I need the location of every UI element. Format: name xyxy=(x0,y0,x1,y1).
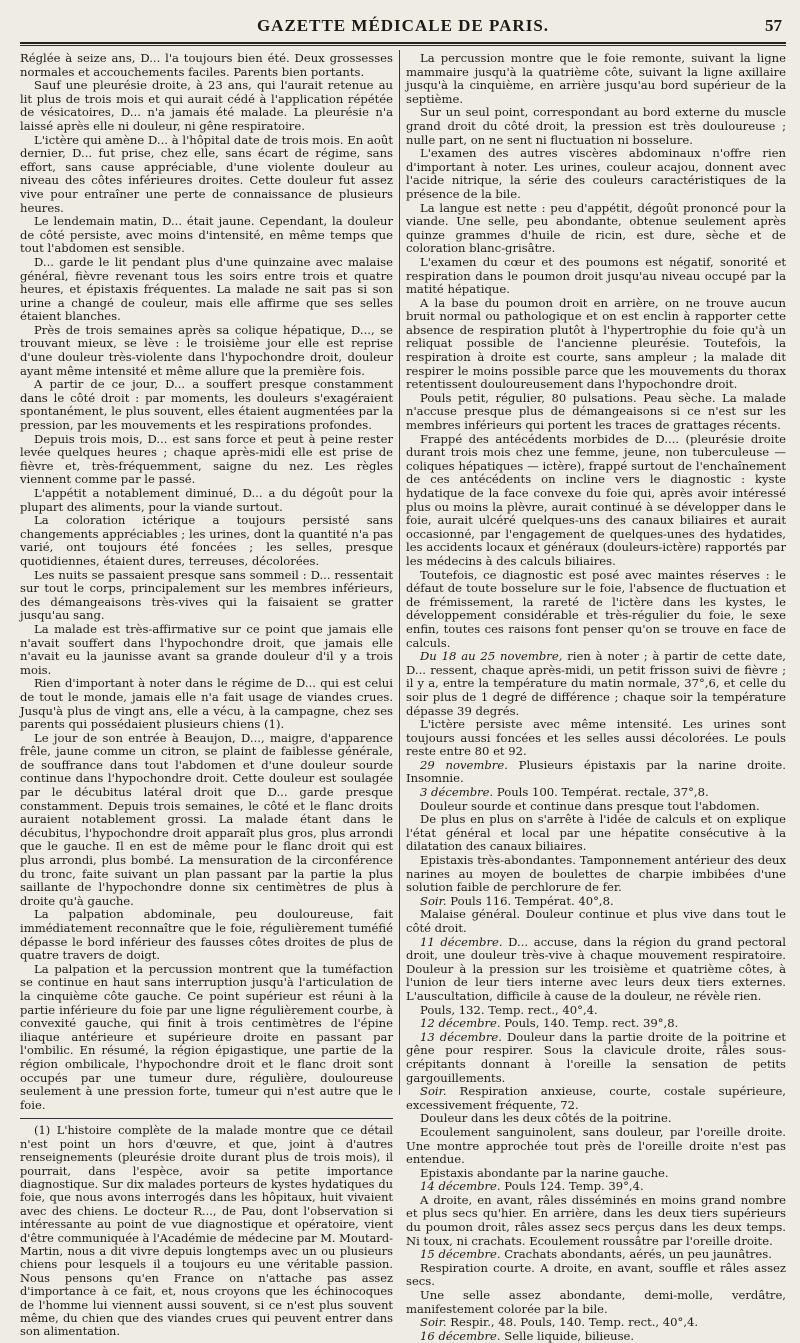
paragraph xyxy=(406,1262,786,1289)
paragraph xyxy=(20,324,393,378)
paragraph-text: A partir de ce jour, D... a souffert presque constamment dans le côté droit : par moments, les douleurs s'exagéraient spontanément, le plus souvent, elles étaient augmentées par la pression, par les mouvements et les respirations profondes. xyxy=(20,377,393,433)
paragraph xyxy=(406,895,786,909)
paragraph-text: Ecoulement sanguinolent, sans douleur, par l'oreille droite. Une montre approchée tout près de l'oreille droite n'est pas entendue. xyxy=(406,1124,786,1167)
paragraph-text: Respiration courte. A droite, en avant, souffle et râles assez secs. xyxy=(406,1260,786,1289)
paragraph xyxy=(406,759,786,786)
paragraph-text: La coloration ictérique a toujours persisté sans changements appréciables ; les urines, dont la quantité n'a pas varié, ont toujours été foncées ; les selles, presque quotidiennes, étaient dures, terreuses, décolorées. xyxy=(20,513,393,568)
paragraph-text: Sauf une pleurésie droite, à 23 ans, qui l'aurait retenue au lit plus de trois mois et qui aurait cédé à l'application répétée de vésicatoires, D... n'a jamais été malade. La pleurésie n'a laissé après elle ni douleur, ni gêne respiratoire. xyxy=(20,78,393,133)
entry-date: 14 décembre. xyxy=(420,1179,501,1194)
paragraph xyxy=(406,786,786,800)
paragraph-text: Pouls 124. Temp. 39°,4. xyxy=(500,1179,644,1194)
paragraph-text: Une selle assez abondante, demi-molle, verdâtre, manifestement colorée par la bile. xyxy=(406,1288,786,1316)
paragraph-text: A la base du poumon droit en arrière, on ne trouve aucun bruit normal ou pathologique et on est enclin à rapporter cette absence de respiration plutôt à l'hypertrophie du foie qu'à un reliquat possible de l'ancienne pleurésie. Toutefois, la respiration à droite est courte, sans ampleur ; la malade dit respirer le moins possible parce que les mouvements du thorax retentissent douloureusement dans l'hypochondre droit. xyxy=(406,295,786,392)
paragraph xyxy=(20,134,393,216)
paragraph xyxy=(406,854,786,895)
paragraph xyxy=(406,392,786,433)
paragraph-text: De plus en plus on s'arrête à l'idée de calculs et on explique l'état général et local par une hépatite consécutive à la dilatation des canaux biliaires. xyxy=(406,812,786,854)
paragraph-text: Réglée à seize ans, D... l'a toujours bien été. Deux grossesses normales et accouchements faciles. Parents bien portants. xyxy=(20,51,393,79)
paragraph-text: Sur un seul point, correspondant au bord externe du muscle grand droit du côté droit, la pression est très douloureuse ; nulle part, on ne sent ni fluctuation ni bosselure. xyxy=(406,105,786,147)
paragraph xyxy=(406,297,786,392)
paragraph xyxy=(406,147,786,201)
paragraph xyxy=(20,52,393,79)
paragraph-text: Plusieurs épistaxis par la narine droite. Insomnie. xyxy=(406,757,786,786)
paragraph xyxy=(20,732,393,909)
paragraph xyxy=(20,677,393,731)
paragraph-text: Respir., 48. Pouls, 140. Temp. rect., 40°,4. xyxy=(446,1315,699,1330)
left-column-body xyxy=(20,52,393,1112)
paragraph-text: D... accuse, dans la région du grand pectoral droit, une douleur très-vive à chaque mouvement respiratoire. Douleur à la pression sur les troisième et quatrième côtes, à l'union de leur tiers interne avec leurs deux tiers externes. L'auscultation, difficile à cause de la douleur, ne révèle rien. xyxy=(406,934,786,1003)
paragraph xyxy=(406,52,786,106)
page-header xyxy=(20,10,786,44)
paragraph-text: Pouls 100. Températ. rectale, 37°,8. xyxy=(493,785,709,800)
entry-date: 29 novembre. xyxy=(420,757,508,772)
paragraph-text: Pouls, 132. Temp. rect., 40°,4. xyxy=(420,1002,598,1017)
entry-date: 12 décembre. xyxy=(420,1016,501,1031)
paragraph xyxy=(406,718,786,759)
journal-title: GAZETTE MÉDICALE DE PARIS. xyxy=(256,16,550,35)
paragraph-text: Rien d'important à noter dans le régime de D... qui est celui de tout le monde, jamais elle n'a fait usage de viandes crues. Jusqu'à plus de vingt ans, elle a vécu, à la campagne, chez ses parents qui possédaient plusieurs chiens (1). xyxy=(20,676,393,732)
paragraph-text: D... garde le lit pendant plus d'une quinzaine avec malaise général, fièvre revenant tous les soirs entre trois et quatre heures, et épistaxis fréquentes. La malade ne sait pas si son urine a changé de couleur, mais elle affirme que ses selles étaient blanches. xyxy=(20,254,393,324)
paragraph xyxy=(406,1112,786,1126)
page-number: 57 xyxy=(765,16,782,35)
paragraph xyxy=(406,569,786,651)
paragraph xyxy=(406,936,786,1004)
left-column xyxy=(20,51,393,1339)
paragraph xyxy=(20,215,393,256)
paragraph-text: Douleur dans la partie droite de la poitrine et gêne pour respirer. Sous la clavicule droite, râles sous-crépitants donnant à l'oreille la sensation de petits gargouillements. xyxy=(406,1029,786,1085)
paragraph-text: La palpation et la percussion montrent que la tuméfaction se continue en haut sans interruption jusqu'à l'articulation de la cinquième côte gauche. Ce point supérieur est réuni à la partie inférieure du foie par une ligne régulièrement courbe, à convexité gauche, qui finit à trois centimètres de l'épine iliaque antérieure et supérieure droite en passant par l'ombilic. En résumé, la région épigastique, une partie de la région ombilicale, l'hypochondre droit et le flanc droit sont occupés par une tumeur dure, régulière, douloureuse seulement à une pression forte, tumeur qui n'est autre que le foie. xyxy=(20,961,393,1112)
paragraph-text: Respiration anxieuse, courte, costale supérieure, excessivement fréquente, 72. xyxy=(406,1084,786,1112)
paragraph-text: Douleur sourde et continue dans presque tout l'abdomen. xyxy=(420,798,760,813)
paragraph xyxy=(406,650,786,718)
paragraph xyxy=(406,1330,786,1343)
paragraph xyxy=(20,378,393,432)
paragraph-text: Depuis trois mois, D... est sans force et peut à peine rester levée quelques heures ; chaque après-midi elle est prise de fièvre et, très-fréquemment, saigne du nez. Les règles viennent comme par le passé. xyxy=(20,431,393,487)
right-column-body xyxy=(406,52,786,1343)
paragraph xyxy=(406,1194,786,1248)
paragraph xyxy=(20,487,393,514)
paragraph-text: Selle liquide, bilieuse. xyxy=(500,1328,635,1343)
paragraph-text: L'examen du cœur et des poumons est négatif, sonorité et respiration dans le poumon droit jusqu'au niveau occupé par la matité hépatique. xyxy=(406,254,786,297)
paragraph xyxy=(406,1248,786,1262)
right-column xyxy=(406,51,786,1343)
paragraph-text: Crachats abondants, aérés, un peu jaunâtres. xyxy=(500,1247,772,1262)
paragraph xyxy=(20,569,393,623)
paragraph-text: Près de trois semaines après sa colique hépatique, D..., se trouvant mieux, se lève : le troisième jour elle est reprise d'une douleur très-violente dans l'hypochondre droit, douleur ayant même intensité et même allure que la première fois. xyxy=(20,322,393,378)
paragraph xyxy=(406,813,786,854)
footnote-rule xyxy=(20,1118,393,1119)
entry-date: Du 18 au 25 novembre, xyxy=(420,649,563,664)
paragraph-text: La langue est nette : peu d'appétit, dégoût prononcé pour la viande. Une selle, peu abondante, obtenue seulement après quinze grammes d'huile de ricin, est dure, sèche et de coloration blanc-grisâtre. xyxy=(406,200,786,256)
paragraph-text: Epistaxis très-abondantes. Tamponnement antérieur des deux narines au moyen de boulettes de charpie imbibées d'une solution faible de perchlorure de fer. xyxy=(406,853,786,895)
paragraph xyxy=(406,800,786,814)
paragraph-text: L'ictère qui amène D... à l'hôpital date de trois mois. En août dernier, D... fut prise, chez elle, sans écart de régime, sans effort, sans cause appréciable, d'une violente douleur au niveau des côtes inférieures droites. Cette douleur fut assez vive pour entraîner une perte de connaissance de plusieurs heures. xyxy=(20,132,393,215)
paragraph xyxy=(406,433,786,569)
paragraph-text: Douleur dans les deux côtés de la poitrine. xyxy=(420,1111,672,1126)
entry-date: Soir. xyxy=(420,1315,447,1330)
paragraph xyxy=(20,963,393,1113)
paragraph-text: Epistaxis abondante par la narine gauche. xyxy=(420,1165,669,1180)
paragraph xyxy=(406,202,786,256)
paragraph xyxy=(406,1180,786,1194)
paragraph xyxy=(20,514,393,568)
paragraph xyxy=(406,106,786,147)
footnote-text: (1) L'histoire complète de la malade montre que ce détail n'est point un hors d'œuvre, et que, joint à d'autres renseignements (pleurésie droite durant plus de trois mois), il pourrait, dans l'espèce, avoir sa petite importance diagnostique. Sur dix malades porteurs de kystes hydatiques du foie, que nous avons interrogés dans les hôpitaux, huit vivaient avec des chiens. Le docteur R..., de Pau, dont l'observation si intéressante au point de vue diagnostique et opératoire, vient d'être communiquée à l'Académie de médecine par M. Moutard-Martin, nous a dit vivre depuis longtemps avec un ou plusieurs chiens pour lesquels il a toujours eu une véritable passion. Nous pensons qu'en France on n'attache pas assez d'importance à ce fait, et, nous croyons que les échinocoques de l'homme lui viennent aussi souvent, si ce n'est plus souvent même, du chien que des viandes crues qui peuvent entrer dans son alimentation. xyxy=(20,1123,393,1339)
paragraph xyxy=(20,623,393,677)
paragraph xyxy=(406,1017,786,1031)
entry-date: Soir. xyxy=(420,1084,447,1099)
paragraph xyxy=(406,1126,786,1167)
entry-date: Soir. xyxy=(420,893,447,908)
paragraph-text: Pouls, 140. Temp. rect. 39°,8. xyxy=(500,1016,679,1031)
paragraph-text: Pouls 116. Températ. 40°,8. xyxy=(446,893,614,908)
paragraph-text: A droite, en avant, râles disséminés en moins grand nombre et plus secs qu'hier. En arrière, dans les deux tiers supérieurs du poumon droit, râles assez secs perçus dans les deux temps. Ni toux, ni crachats. Ecoulement roussâtre par l'oreille droite. xyxy=(406,1192,786,1248)
paragraph-text: L'appétit a notablement diminué, D... a du dégoût pour la plupart des aliments, pour la viande surtout. xyxy=(20,486,393,514)
paragraph-text: rien à noter ; à partir de cette date, D... ressent, chaque après-midi, un petit frisson suivi de fièvre ; il y a, entre la température du matin normale, 37°,6, et celle du soir plus de 1 degré de différence ; chaque soir la température dépasse 39 degrés. xyxy=(406,649,786,718)
column-divider xyxy=(399,50,400,1095)
paragraph xyxy=(406,1085,786,1112)
paragraph xyxy=(406,908,786,935)
paragraph-text: L'examen des autres viscères abdominaux n'offre rien d'important à noter. Les urines, couleur acajou, donnent avec l'acide nitrique, la série des couleurs caractéristiques de la présence de la bile. xyxy=(406,146,786,201)
paragraph-text: Pouls petit, régulier, 80 pulsations. Peau sèche. La malade n'accuse presque plus de démangeaisons si ce n'est sur les membres inférieurs qui portent les traces de grattages récents. xyxy=(406,390,786,433)
paragraph xyxy=(406,1316,786,1330)
paragraph-text: La malade est très-affirmative sur ce point que jamais elle n'avait souffert dans l'hypochondre droit, que jamais elle n'avait eu la jaunisse avant sa grande douleur d'il y a trois mois. xyxy=(20,621,393,677)
entry-date: 13 décembre. xyxy=(420,1029,502,1044)
entry-date: 3 décembre. xyxy=(420,785,494,800)
paragraph-text: Les nuits se passaient presque sans sommeil : D... ressentait sur tout le corps, principalement sur les membres inférieurs, des démangeaisons très-vives qui la faisaient se gratter jusqu'au sang. xyxy=(20,567,393,623)
paragraph xyxy=(406,256,786,297)
entry-date: 11 décembre. xyxy=(420,934,503,949)
entry-date: 15 décembre. xyxy=(420,1247,501,1262)
paragraph xyxy=(406,1289,786,1316)
paragraph-text: La percussion montre que le foie remonte, suivant la ligne mammaire jusqu'à la quatrième côte, suivant la ligne axillaire jusqu'à la cinquième, en arrière jusqu'au bord supérieur de la septième. xyxy=(406,51,786,106)
paragraph-text: Le lendemain matin, D... était jaune. Cependant, la douleur de côté persiste, avec moins d'intensité, en même temps que tout l'abdomen est sensible. xyxy=(20,214,393,256)
header-rule xyxy=(20,45,786,46)
paragraph-text: Frappé des antécédents morbides de D.... (pleurésie droite durant trois mois chez une femme, jeune, non tuberculeuse — coliques hépatiques — ictère), frappé surtout de l'enchaînement de ces antécédents on incline vers le diagnostic : kyste hydatique de la face convexe du foie qui, après avoir intéressé plus ou moins la plèvre, aurait continué à se développer dans le foie, aurait ulcéré quelques-uns des canaux biliaires et aurait occasionné, par l'engagement de quelques-unes des hydatides, les accidents locaux et généraux (douleurs-ictère) rapportés par les médecins à des calculs biliaires. xyxy=(406,431,786,568)
paragraph xyxy=(406,1004,786,1018)
paragraph-text: Le jour de son entrée à Beaujon, D..., maigre, d'apparence frêle, jaune comme un citron, se plaint de faiblesse générale, de souffrance dans tout l'abdomen et d'une douleur sourde continue dans l'hypochondre droit. Cette douleur est soulagée par le décubitus latéral droit que D... garde presque constamment. Depuis trois semaines, le côté et le flanc droits auraient notablement grossi. La malade étant dans le décubitus, l'hypochondre droit apparaît plus gros, plus arrondi que le gauche. Il en est de même pour le flanc droit qui est plus arrondi, plus bombé. La mensuration de la circonférence du tronc, faite suivant un plan passant par la partie la plus saillante de l'hypochondre donne six centimètres de plus à droite qu'à gauche. xyxy=(20,730,393,908)
paragraph-text: Malaise général. Douleur continue et plus vive dans tout le côté droit. xyxy=(406,907,786,935)
entry-date: 16 décembre. xyxy=(420,1328,501,1343)
paragraph xyxy=(406,1031,786,1085)
footnote xyxy=(20,1124,393,1339)
paragraph-text: La palpation abdominale, peu douloureuse, fait immédiatement reconnaître que le foie, régulièrement tuméfié dépasse le bord inférieur des fausses côtes droites de plus de quatre travers de doigt. xyxy=(20,907,393,963)
paragraph xyxy=(406,1167,786,1181)
paragraph xyxy=(20,256,393,324)
paragraph-text: Toutefois, ce diagnostic est posé avec maintes réserves : le défaut de toute bosselure sur le foie, l'absence de fluctuation et de frémissement, la rareté de l'ictère dans les kystes, le développement considérable et très-régulier du foie, le sexe enfin, toutes ces raisons font penser qu'on se trouve en face de calculs. xyxy=(406,567,786,650)
paragraph xyxy=(20,433,393,487)
paragraph xyxy=(20,79,393,133)
paragraph-text: L'ictère persiste avec même intensité. Les urines sont toujours aussi foncées et les selles aussi décolorées. Le pouls reste entre 80 et 92. xyxy=(406,717,786,759)
paragraph xyxy=(20,908,393,962)
